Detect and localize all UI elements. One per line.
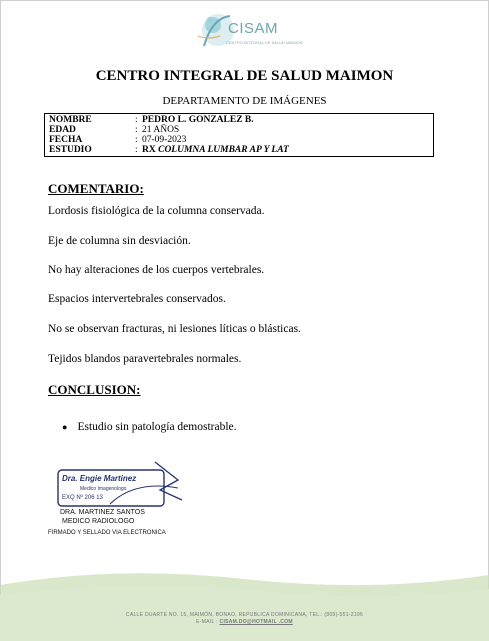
bullet-icon: ● bbox=[62, 422, 68, 432]
separator: : bbox=[135, 135, 138, 145]
comment-line: No se observan fracturas, ni lesiones líticas o blásticas. bbox=[48, 323, 301, 335]
patient-study-row bbox=[49, 145, 429, 155]
name-value: PEDRO L. GONZALEZ B. bbox=[142, 115, 254, 125]
footer-email-label: E-MAIL : bbox=[196, 619, 218, 625]
page-title: CENTRO INTEGRAL DE SALUD MAIMON bbox=[95, 68, 394, 84]
separator: : bbox=[135, 145, 138, 155]
study-prefix: RX bbox=[142, 145, 156, 155]
conclusion-text: Estudio sin patología demostrable. bbox=[77, 421, 237, 433]
date-value: 07-09-2023 bbox=[142, 135, 187, 145]
stamp-role: Medico Imagenologo bbox=[80, 486, 127, 492]
footer-email[interactable]: CISAM.DO@HOTMAIL .COM bbox=[219, 619, 293, 625]
comment-line: Lordosis fisiológica de la columna conservada. bbox=[48, 205, 265, 217]
signature-note: FIRMADO Y SELLADO VIA ELECTRONICA bbox=[48, 530, 166, 536]
logo-name: CISAM bbox=[228, 20, 279, 37]
footer-address: CALLE DUARTE NO. 15, MAIMÓN, BONAO, REPUBLICA DOMINICANA, TEL.: (809)-551-2196 bbox=[125, 612, 364, 618]
doctor-name: DRA. MARTINEZ SANTOS bbox=[60, 509, 145, 516]
doctor-stamp-icon bbox=[50, 460, 190, 510]
comment-heading: COMENTARIO: bbox=[48, 181, 144, 196]
stamp-name: Dra. Engie Martinez bbox=[62, 474, 137, 483]
comment-line: No hay alteraciones de los cuerpos vertebrales. bbox=[48, 264, 265, 276]
department-title: DEPARTAMENTO DE IMÁGENES bbox=[162, 95, 327, 107]
name-label: NOMBRE bbox=[49, 115, 92, 125]
separator: : bbox=[135, 115, 138, 125]
comment-line: Eje de columna sin desviación. bbox=[48, 235, 191, 247]
age-label: EDAD bbox=[49, 125, 76, 135]
separator: : bbox=[135, 125, 138, 135]
age-value: 21 AÑOS bbox=[142, 125, 180, 135]
stamp-exequatur: EXQ Nº 206 13 bbox=[62, 495, 103, 501]
study-name: COLUMNA LUMBAR AP Y LAT bbox=[158, 145, 289, 155]
patient-info-box bbox=[44, 113, 434, 157]
study-value bbox=[142, 145, 289, 155]
conclusion-heading: CONCLUSION: bbox=[48, 382, 141, 397]
patient-name-row bbox=[49, 115, 429, 125]
logo-subtitle: CENTRO INTEGRAL DE SALUD MAIMON bbox=[226, 40, 303, 45]
conclusion-item bbox=[62, 421, 237, 433]
patient-age-row bbox=[49, 125, 429, 135]
study-label: ESTUDIO bbox=[49, 145, 92, 155]
doctor-title: MEDICO RADIOLOGO bbox=[62, 518, 135, 525]
footer-email-line bbox=[0, 619, 489, 625]
patient-date-row bbox=[49, 135, 429, 145]
footer-wave bbox=[0, 565, 489, 641]
comment-line: Espacios intervertebrales conservados. bbox=[48, 293, 226, 305]
comment-line: Tejidos blandos paravertebrales normales. bbox=[48, 353, 242, 365]
date-label: FECHA bbox=[49, 135, 83, 145]
